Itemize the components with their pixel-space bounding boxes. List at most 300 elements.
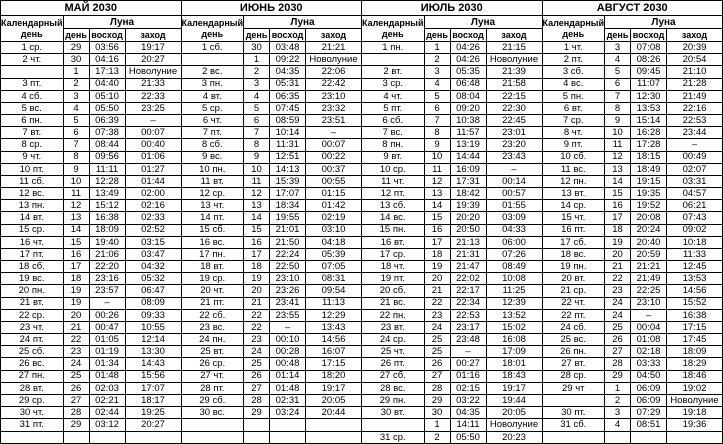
calendar-day-cell: 28 вт. bbox=[1, 382, 64, 394]
moon-day-cell: 20 bbox=[424, 273, 450, 285]
calendar-day-cell: 21 вт. bbox=[1, 297, 64, 309]
moonrise-cell: 06:09 bbox=[631, 394, 667, 406]
calendar-day-cell: 21 вс. bbox=[362, 297, 425, 309]
moonrise-cell: 13:53 bbox=[631, 102, 667, 114]
calendar-day-cell: 12 пн. bbox=[542, 175, 605, 187]
moonrise-cell: 23:41 bbox=[270, 297, 306, 309]
moon-day-cell: 17 bbox=[424, 236, 450, 248]
calendar-day-cell: 19 пт. bbox=[362, 273, 425, 285]
table-row bbox=[542, 334, 723, 346]
table-row bbox=[1, 54, 182, 66]
moonrise-cell: 09:22 bbox=[270, 54, 306, 66]
moonrise-cell: 22:50 bbox=[270, 261, 306, 273]
moonrise-cell: 07:29 bbox=[631, 407, 667, 419]
table-row bbox=[362, 42, 543, 54]
moonrise-cell: 03:33 bbox=[631, 358, 667, 370]
table-row bbox=[542, 78, 723, 90]
moonset-cell: 00:57 bbox=[486, 188, 542, 200]
table-row bbox=[1, 42, 182, 54]
table-row bbox=[181, 334, 362, 346]
calendar-day-cell: 11 чт. bbox=[362, 175, 425, 187]
calendar-day-cell: 5 пн. bbox=[542, 90, 605, 102]
moonset-cell: 20:23 bbox=[486, 431, 542, 444]
calendar-day-cell: 14 вт. bbox=[1, 212, 64, 224]
moonrise-cell: 06:35 bbox=[270, 90, 306, 102]
calendar-day-cell: 20 вт. bbox=[542, 273, 605, 285]
group-header-row bbox=[362, 16, 543, 29]
calendar-day-cell: 19 пн. bbox=[542, 261, 605, 273]
calendar-day-cell: 25 чт. bbox=[362, 346, 425, 358]
table-row bbox=[542, 370, 723, 382]
moon-day-cell: 18 bbox=[424, 248, 450, 260]
calendar-day-cell: 7 ср. bbox=[542, 115, 605, 127]
moonset-cell: 06:47 bbox=[125, 285, 181, 297]
moonset-cell: 13:43 bbox=[306, 321, 362, 333]
moon-day-cell: 16 bbox=[424, 224, 450, 236]
calendar-day-cell: 31 пт. bbox=[1, 419, 64, 431]
table-row bbox=[362, 90, 543, 102]
moon-day-cell: 2 bbox=[605, 394, 631, 406]
moonrise-cell: 21:50 bbox=[270, 236, 306, 248]
moonrise-cell: 00:27 bbox=[450, 358, 486, 370]
moon-day-cell: 19 bbox=[605, 236, 631, 248]
calendar-day-cell: 14 ср. bbox=[542, 200, 605, 212]
moonrise-cell: 22:25 bbox=[631, 285, 667, 297]
moonrise-cell: 20:08 bbox=[631, 212, 667, 224]
moonrise-cell: 07:45 bbox=[270, 102, 306, 114]
calendar-day-cell: 22 пт. bbox=[542, 309, 605, 321]
moonset-cell: 03:10 bbox=[306, 224, 362, 236]
moonrise-cell: 21:01 bbox=[270, 224, 306, 236]
moonrise-cell: 02:44 bbox=[89, 407, 125, 419]
moonrise-cell: 19:35 bbox=[631, 188, 667, 200]
moon-day-cell: 4 bbox=[63, 102, 89, 114]
moonset-cell: 20:27 bbox=[125, 54, 181, 66]
moonset-cell: 23:43 bbox=[486, 151, 542, 163]
calendar-day-cell bbox=[181, 54, 244, 66]
moonrise-cell: 12:30 bbox=[631, 90, 667, 102]
moon-day-cell: 2 bbox=[63, 78, 89, 90]
moonrise-cell: 08:26 bbox=[631, 54, 667, 66]
moon-day-cell: 7 bbox=[244, 127, 270, 139]
moonrise-cell: 04:26 bbox=[450, 42, 486, 54]
moonset-cell: 17:07 bbox=[125, 382, 181, 394]
moon-day-cell: 1 bbox=[424, 42, 450, 54]
table-row bbox=[1, 285, 182, 297]
moonset-cell: 21:28 bbox=[667, 78, 723, 90]
table-row bbox=[362, 407, 543, 419]
table-row bbox=[1, 431, 182, 444]
calendar-day-cell: 10 ср. bbox=[362, 163, 425, 175]
moonrise-cell: 06:09 bbox=[631, 382, 667, 394]
calendar-day-cell: 5 вс. bbox=[1, 102, 64, 114]
moon-day-cell: 4 bbox=[605, 54, 631, 66]
moonset-cell: 20:39 bbox=[667, 42, 723, 54]
table-row bbox=[542, 285, 723, 297]
moonset-cell: 16:07 bbox=[306, 346, 362, 358]
calendar-day-cell bbox=[1, 66, 64, 78]
calendar-day-cell: 23 вт. bbox=[362, 321, 425, 333]
moon-day-cell: 29 bbox=[63, 42, 89, 54]
table-row bbox=[542, 90, 723, 102]
moonset-cell: 03:09 bbox=[486, 212, 542, 224]
moonrise-cell: 08:44 bbox=[89, 139, 125, 151]
calendar-day-cell bbox=[542, 431, 605, 444]
moon-day-cell bbox=[605, 431, 631, 444]
table-row bbox=[181, 127, 362, 139]
moonrise-cell: 18:09 bbox=[89, 224, 125, 236]
moon-day-cell: 25 bbox=[424, 346, 450, 358]
table-row bbox=[181, 42, 362, 54]
calendar-day-cell: 2 чт. bbox=[1, 54, 64, 66]
moonset-cell: 06:00 bbox=[486, 236, 542, 248]
moonrise-cell: 01:14 bbox=[270, 370, 306, 382]
moonrise-cell: 21:21 bbox=[631, 261, 667, 273]
moonset-cell: 18:29 bbox=[667, 358, 723, 370]
moonrise-cell: – bbox=[450, 346, 486, 358]
moon-day-cell: 27 bbox=[244, 382, 270, 394]
moon-day-cell: 22 bbox=[424, 297, 450, 309]
moonset-cell: Новолуние bbox=[125, 66, 181, 78]
calendar-day-cell: 31 ср. bbox=[362, 431, 425, 444]
moonrise-cell: 23:10 bbox=[631, 297, 667, 309]
month-body bbox=[181, 42, 362, 444]
table-row bbox=[542, 382, 723, 394]
calendar-day-cell: 20 пн. bbox=[1, 285, 64, 297]
moon-day-cell: 28 bbox=[605, 358, 631, 370]
moonset-cell: 23:20 bbox=[486, 139, 542, 151]
calendar-day-cell: 16 чт. bbox=[1, 236, 64, 248]
table-row bbox=[181, 419, 362, 431]
calendar-day-cell: 13 пн. bbox=[1, 200, 64, 212]
moon-day-cell: 16 bbox=[63, 248, 89, 260]
table-row bbox=[181, 102, 362, 114]
moonset-cell: 21:33 bbox=[125, 78, 181, 90]
moonrise-cell: 00:04 bbox=[631, 321, 667, 333]
table-row bbox=[1, 309, 182, 321]
moonrise-cell: 11:11 bbox=[89, 163, 125, 175]
moonset-cell: 12:29 bbox=[306, 309, 362, 321]
moonset-cell: 02:16 bbox=[125, 200, 181, 212]
moonset-cell: 01:27 bbox=[125, 163, 181, 175]
calendar-day-cell: 18 чт. bbox=[362, 261, 425, 273]
calendar-day-cell: 7 пт. bbox=[181, 127, 244, 139]
moonrise-cell: 07:08 bbox=[631, 42, 667, 54]
moon-day-cell: 20 bbox=[244, 285, 270, 297]
moonset-cell: 11:13 bbox=[306, 297, 362, 309]
table-row bbox=[362, 321, 543, 333]
moonrise-cell: 23:10 bbox=[270, 273, 306, 285]
moon-day-cell: 27 bbox=[63, 394, 89, 406]
moonrise-cell: 22:53 bbox=[450, 309, 486, 321]
table-row bbox=[362, 358, 543, 370]
moonset-cell: Новолуние bbox=[667, 394, 723, 406]
table-row bbox=[362, 273, 543, 285]
table-row bbox=[542, 54, 723, 66]
moon-day-cell: 29 bbox=[605, 370, 631, 382]
calendar-day-cell: 29 ср. bbox=[1, 394, 64, 406]
calendar-day-cell: 22 чт. bbox=[542, 297, 605, 309]
calendar-day-cell: 22 пн. bbox=[362, 309, 425, 321]
table-row bbox=[181, 236, 362, 248]
moonrise-cell bbox=[631, 431, 667, 444]
moon-header: Луна bbox=[63, 16, 181, 29]
calendar-day-cell: 15 чт. bbox=[542, 212, 605, 224]
calendar-day-cell: 16 вт. bbox=[362, 236, 425, 248]
moonset-cell: 19:25 bbox=[125, 407, 181, 419]
calendar-day-cell: 7 вс. bbox=[362, 127, 425, 139]
moonset-cell: – bbox=[306, 127, 362, 139]
moon-day-cell: 28 bbox=[424, 382, 450, 394]
calendar-day-cell: 6 вт. bbox=[542, 102, 605, 114]
moon-day-cell: 24 bbox=[605, 297, 631, 309]
moonset-cell: 09:54 bbox=[306, 285, 362, 297]
table-row bbox=[181, 90, 362, 102]
moonset-cell: 22:33 bbox=[125, 90, 181, 102]
moonset-cell: 21:39 bbox=[486, 66, 542, 78]
moon-day-cell: 14 bbox=[244, 212, 270, 224]
moonset-cell: 03:15 bbox=[125, 236, 181, 248]
moonrise-cell: 19:55 bbox=[270, 212, 306, 224]
moonset-cell: 21:10 bbox=[667, 66, 723, 78]
group-header-row bbox=[1, 16, 182, 29]
moonrise-cell: 08:59 bbox=[270, 115, 306, 127]
calendar-day-cell: 26 пн. bbox=[542, 346, 605, 358]
moon-day-cell: 24 bbox=[63, 358, 89, 370]
moonrise-cell: 00:28 bbox=[270, 346, 306, 358]
moonrise-cell: 18:15 bbox=[631, 151, 667, 163]
table-row bbox=[362, 175, 543, 187]
moonset-cell: 19:17 bbox=[306, 382, 362, 394]
month-body bbox=[542, 42, 723, 444]
moonrise-cell: 19:15 bbox=[631, 175, 667, 187]
month-title: ИЮНЬ 2030 bbox=[181, 1, 362, 16]
calendar-day-cell: 17 пт. bbox=[1, 248, 64, 260]
moon-day-cell: 19 bbox=[63, 285, 89, 297]
table-row bbox=[542, 321, 723, 333]
moonrise-cell: 20:24 bbox=[631, 224, 667, 236]
moon-day-cell: 3 bbox=[424, 66, 450, 78]
moonset-cell: Новолуние bbox=[486, 54, 542, 66]
calendar-day-cell: 28 пт. bbox=[181, 382, 244, 394]
table-row bbox=[542, 127, 723, 139]
moon-day-cell: 4 bbox=[244, 90, 270, 102]
table-row bbox=[362, 419, 543, 431]
group-header-row bbox=[542, 16, 723, 29]
moonset-cell: 00:49 bbox=[667, 151, 723, 163]
table-row bbox=[362, 297, 543, 309]
table-row bbox=[1, 151, 182, 163]
moon-day-cell: 1 bbox=[424, 419, 450, 431]
moon-day-cell: 5 bbox=[605, 66, 631, 78]
calendar-day-cell: 29 чт bbox=[542, 382, 605, 394]
moonrise-cell: 19:40 bbox=[89, 236, 125, 248]
moonrise-cell: 05:50 bbox=[450, 431, 486, 444]
calendar-day-cell: 11 сб. bbox=[1, 175, 64, 187]
moonset-cell: 12:39 bbox=[486, 297, 542, 309]
moonset-cell: 18:20 bbox=[306, 370, 362, 382]
table-row bbox=[542, 431, 723, 444]
moonset-cell: 10:18 bbox=[667, 236, 723, 248]
moon-day-cell: 10 bbox=[63, 175, 89, 187]
moonrise-cell: 23:16 bbox=[89, 273, 125, 285]
calendar-day-cell: 10 пн. bbox=[181, 163, 244, 175]
calendar-day-cell: 13 вт. bbox=[542, 188, 605, 200]
table-row bbox=[542, 139, 723, 151]
moonset-cell: 18:09 bbox=[667, 346, 723, 358]
moon-day-cell: 21 bbox=[424, 285, 450, 297]
moon-day-cell: 25 bbox=[63, 370, 89, 382]
calendar-day-cell: 21 ср. bbox=[542, 285, 605, 297]
moonrise-cell: 00:10 bbox=[270, 334, 306, 346]
table-row bbox=[362, 212, 543, 224]
moon-day-cell: 22 bbox=[244, 321, 270, 333]
moon-day-cell: 9 bbox=[63, 163, 89, 175]
table-row bbox=[181, 115, 362, 127]
moonrise-cell: 06:48 bbox=[450, 78, 486, 90]
table-row bbox=[362, 431, 543, 444]
moonset-cell: 17:45 bbox=[667, 334, 723, 346]
moonset-cell: 02:07 bbox=[667, 163, 723, 175]
moon-day-cell: 23 bbox=[605, 285, 631, 297]
moon-day-cell: 15 bbox=[605, 188, 631, 200]
moonset-cell: 01:55 bbox=[486, 200, 542, 212]
calendar-day-cell: 5 ср. bbox=[181, 102, 244, 114]
moonset-cell: – bbox=[486, 163, 542, 175]
moonrise-cell: 02:15 bbox=[450, 382, 486, 394]
moonset-header: заход bbox=[125, 29, 181, 42]
moon-day-cell: 6 bbox=[424, 102, 450, 114]
moonset-cell: Новолуние bbox=[306, 54, 362, 66]
moonset-cell: 03:47 bbox=[125, 248, 181, 260]
month-table bbox=[181, 0, 363, 444]
moonset-cell: 01:42 bbox=[306, 200, 362, 212]
moonrise-cell: 21:13 bbox=[450, 236, 486, 248]
moonset-cell: – bbox=[125, 115, 181, 127]
moonset-cell: 23:32 bbox=[306, 102, 362, 114]
moonset-cell: 07:05 bbox=[306, 261, 362, 273]
calendar-day-cell: 3 пт. bbox=[1, 78, 64, 90]
moonset-cell: 02:33 bbox=[125, 212, 181, 224]
moonset-cell: 02:00 bbox=[125, 188, 181, 200]
moonset-cell: 10:55 bbox=[125, 321, 181, 333]
moonset-cell: 22:42 bbox=[306, 78, 362, 90]
moonset-cell: 09:33 bbox=[125, 309, 181, 321]
moonset-cell: 19:17 bbox=[486, 382, 542, 394]
calendar-day-cell: 1 пн. bbox=[362, 42, 425, 54]
table-row bbox=[362, 163, 543, 175]
moonrise-cell: 00:26 bbox=[89, 309, 125, 321]
table-row bbox=[1, 321, 182, 333]
moonrise-cell: 04:26 bbox=[450, 54, 486, 66]
table-row bbox=[362, 139, 543, 151]
moon-day-cell: 7 bbox=[63, 139, 89, 151]
moonrise-cell: 12:28 bbox=[89, 175, 125, 187]
calendar-day-cell: 15 пн. bbox=[362, 224, 425, 236]
moonrise-cell: 14:11 bbox=[450, 419, 486, 431]
table-row bbox=[362, 54, 543, 66]
moonset-cell: 21:58 bbox=[486, 78, 542, 90]
calendar-day-cell: 8 чт. bbox=[542, 127, 605, 139]
moon-day-cell: 14 bbox=[424, 200, 450, 212]
moonset-cell: 11:25 bbox=[486, 285, 542, 297]
table-row bbox=[181, 151, 362, 163]
moonrise-cell: 23:48 bbox=[450, 334, 486, 346]
moon-day-cell: 5 bbox=[244, 102, 270, 114]
moonset-cell: 17:09 bbox=[486, 346, 542, 358]
moonset-cell: 04:33 bbox=[486, 224, 542, 236]
table-row bbox=[181, 188, 362, 200]
table-row bbox=[362, 285, 543, 297]
moonrise-cell: 13:49 bbox=[89, 188, 125, 200]
moon-day-cell: 22 bbox=[63, 334, 89, 346]
moonset-cell: 22:06 bbox=[306, 66, 362, 78]
calendar-day-cell: 19 ср. bbox=[181, 273, 244, 285]
table-row bbox=[1, 188, 182, 200]
moonrise-cell: 00:48 bbox=[270, 358, 306, 370]
month-table bbox=[361, 0, 543, 444]
moonrise-cell: 18:49 bbox=[631, 163, 667, 175]
moonrise-cell: 15:39 bbox=[270, 175, 306, 187]
moon-day-cell: 3 bbox=[63, 90, 89, 102]
month-title: ИЮЛЬ 2030 bbox=[362, 1, 543, 16]
table-row bbox=[1, 407, 182, 419]
calendar-day-cell: 31 сб. bbox=[542, 419, 605, 431]
moonrise-cell: 02:18 bbox=[631, 346, 667, 358]
moonset-cell: 23:10 bbox=[306, 90, 362, 102]
moonrise-cell: 02:03 bbox=[89, 382, 125, 394]
moon-day-cell: 15 bbox=[244, 224, 270, 236]
moonrise-cell: 04:50 bbox=[631, 370, 667, 382]
moon-day-cell: 14 bbox=[63, 224, 89, 236]
calendar-day-cell: 4 сб. bbox=[1, 90, 64, 102]
moonset-cell: 02:19 bbox=[306, 212, 362, 224]
moonset-cell: 13:52 bbox=[486, 309, 542, 321]
moonset-cell: 20:05 bbox=[486, 407, 542, 419]
moonset-cell: Новолуние bbox=[486, 419, 542, 431]
table-row bbox=[1, 90, 182, 102]
table-row bbox=[362, 309, 543, 321]
moonset-cell: 12:45 bbox=[667, 261, 723, 273]
moonrise-cell: 17:13 bbox=[89, 66, 125, 78]
moonrise-cell: 05:10 bbox=[89, 90, 125, 102]
moon-day-cell: 12 bbox=[63, 200, 89, 212]
moonrise-cell: – bbox=[631, 309, 667, 321]
moon-day-cell: 6 bbox=[63, 127, 89, 139]
calendar-day-cell: 5 пт. bbox=[362, 102, 425, 114]
moonset-cell bbox=[667, 431, 723, 444]
calendar-day-cell: 8 ср. bbox=[1, 139, 64, 151]
moon-day-cell: 2 bbox=[244, 66, 270, 78]
moonrise-cell: 21:06 bbox=[89, 248, 125, 260]
calendar-day-cell: 28 вс. bbox=[362, 382, 425, 394]
moonset-cell: 18:43 bbox=[486, 370, 542, 382]
moonset-header: заход bbox=[667, 29, 723, 42]
moonrise-cell: 11:31 bbox=[270, 139, 306, 151]
moon-day-cell: 28 bbox=[244, 394, 270, 406]
calendar-day-cell: 12 вс. bbox=[1, 188, 64, 200]
calendar-day-cell: 7 вт. bbox=[1, 127, 64, 139]
moonrise-cell: 11:07 bbox=[631, 78, 667, 90]
moonset-cell: 20:44 bbox=[306, 407, 362, 419]
table-row bbox=[1, 346, 182, 358]
table-row bbox=[362, 394, 543, 406]
moonset-cell: 08:09 bbox=[125, 297, 181, 309]
table-row bbox=[362, 200, 543, 212]
calendar-day-cell: 24 сб. bbox=[542, 321, 605, 333]
calendar-day-cell: 26 вс. bbox=[1, 358, 64, 370]
moonset-cell: 20:27 bbox=[125, 419, 181, 431]
